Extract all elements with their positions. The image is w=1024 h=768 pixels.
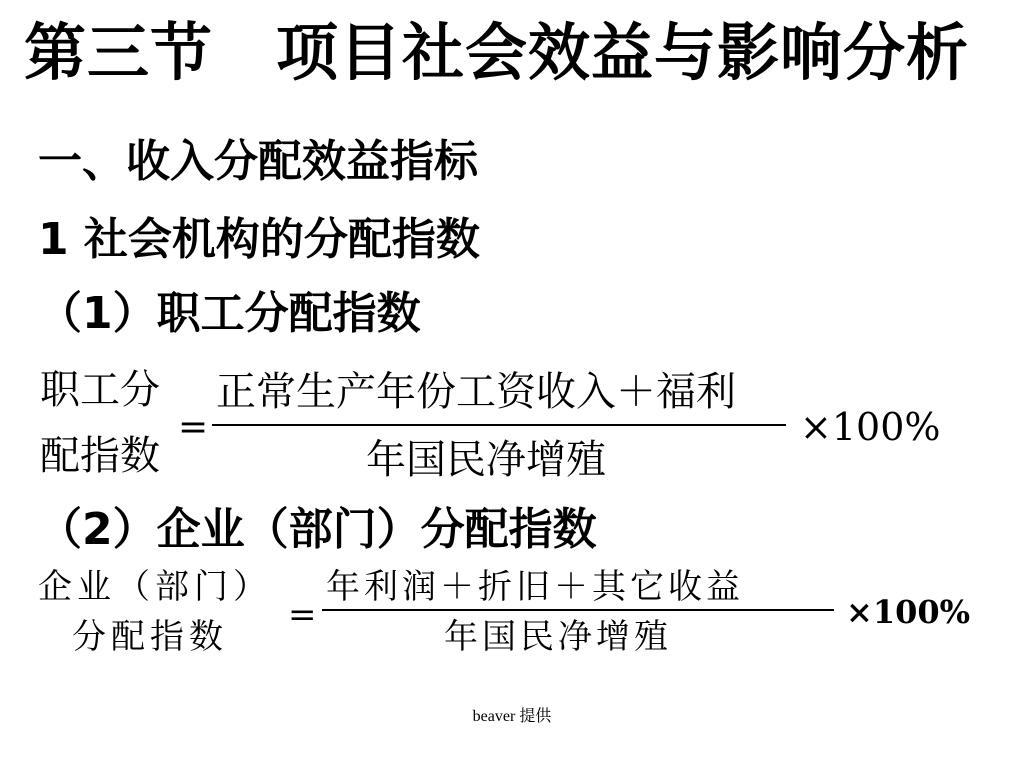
formula2-fraction-bar <box>322 609 834 611</box>
formula2-label-line2: 分配指数 <box>72 617 228 657</box>
formula1-equals-sign: = <box>178 407 209 448</box>
slide-title: 第三节 项目社会效益与影响分析 <box>24 16 970 89</box>
formula2-multiplier: ×100% <box>846 593 971 631</box>
section-heading: 一、收入分配效益指标 <box>38 136 478 187</box>
formula1-denominator: 年国民净增殖 <box>366 437 606 483</box>
formula1-fraction-bar <box>212 424 786 426</box>
formula1-numerator: 正常生产年份工资收入＋福利 <box>216 369 736 415</box>
formula2-numerator: 年利润＋折旧＋其它收益 <box>326 567 744 607</box>
formula1-label-line2: 配指数 <box>40 433 160 479</box>
subsection-heading: 1 社会机构的分配指数 <box>38 214 480 265</box>
formula2-equals-sign: = <box>288 595 317 635</box>
item1-heading: （1）职工分配指数 <box>38 288 421 339</box>
formula1-label-line1: 职工分 <box>40 367 160 413</box>
item2-heading: （2）企业（部门）分配指数 <box>38 504 597 555</box>
formula1-multiplier: ×100% <box>800 405 941 449</box>
footer-credit: beaver 提供 <box>472 708 552 725</box>
formula2-denominator: 年国民净增殖 <box>444 617 672 657</box>
formula2-label-line1: 企业（部门） <box>38 567 272 607</box>
